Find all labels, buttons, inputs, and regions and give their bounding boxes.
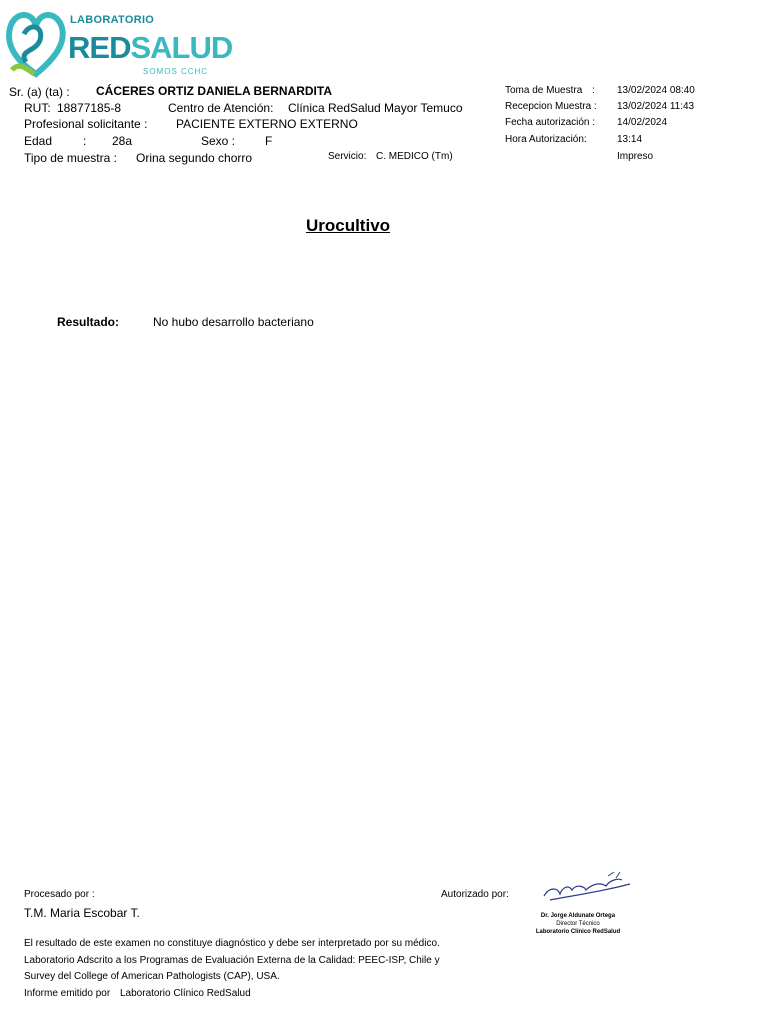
signer-block xyxy=(524,912,632,936)
redsalud-logo xyxy=(4,4,244,82)
logo-top-text: LABORATORIO xyxy=(70,14,155,26)
hora-aut-value: 13:14 xyxy=(617,134,643,145)
patient-name-label: Sr. (a) (ta) : xyxy=(9,85,70,99)
rut-label: RUT: xyxy=(24,101,51,115)
toma-separator: : xyxy=(592,85,595,96)
result-label: Resultado: xyxy=(57,315,120,329)
fecha-aut-value: 14/02/2024 xyxy=(617,117,668,128)
heart-logo-icon xyxy=(4,4,68,80)
patient-name: CÁCERES ORTIZ DANIELA BERNARDITA xyxy=(96,84,332,98)
authorized-label: Autorizado por: xyxy=(441,889,509,900)
service-value: C. MEDICO (Tm) xyxy=(376,151,453,162)
status-text: Impreso xyxy=(617,151,654,162)
logo-tagline: SOMOS CCHC xyxy=(143,67,209,76)
service-label: Servicio: xyxy=(328,151,367,162)
logo-brand: REDSALUD xyxy=(68,30,233,65)
doctor-value: PACIENTE EXTERNO EXTERNO xyxy=(176,117,358,131)
processed-by: T.M. Maria Escobar T. xyxy=(24,906,140,920)
recepcion-value: 13/02/2024 11:43 xyxy=(617,101,695,112)
sex-value: F xyxy=(265,134,273,148)
signature-icon xyxy=(540,866,636,910)
toma-value: 13/02/2024 08:40 xyxy=(617,85,695,96)
toma-label: Toma de Muestra xyxy=(505,85,583,96)
signer-title: Director Técnico xyxy=(556,921,600,927)
recepcion-label: Recepcion Muestra : xyxy=(505,101,597,112)
accreditation-line-2: Survey del College of American Pathologists (CAP), USA. xyxy=(24,971,280,982)
accreditation-line-1: Laboratorio Adscrito a los Programas de Evaluación Externa de la Calidad: PEEC-ISP, Chile y xyxy=(24,955,440,966)
rut-value: 18877185-8 xyxy=(57,101,122,115)
signer-name: Dr. Jorge Aldunate Ortega xyxy=(540,913,616,919)
fecha-aut-label: Fecha autorización : xyxy=(505,117,596,128)
sex-label: Sexo : xyxy=(201,134,236,148)
doctor-label: Profesional solicitante : xyxy=(24,117,148,131)
result-value: No hubo desarrollo bacteriano xyxy=(153,315,314,329)
age-separator: : xyxy=(83,134,87,148)
center-value: Clínica RedSalud Mayor Temuco xyxy=(288,101,463,115)
issued-label: Informe emitido por xyxy=(24,988,111,999)
age-value: 28a xyxy=(112,134,133,148)
center-label: Centro de Atención: xyxy=(168,101,274,115)
hora-aut-label: Hora Autorización: xyxy=(505,134,587,145)
signer-org: Laboratorio Clínico RedSalud xyxy=(535,929,621,935)
exam-title: Urocultivo xyxy=(305,216,391,235)
processed-label: Procesado por : xyxy=(24,889,95,900)
age-label: Edad xyxy=(24,134,53,148)
sample-value: Orina segundo chorro xyxy=(136,151,253,165)
sample-label: Tipo de muestra : xyxy=(24,151,117,165)
issued-by: Laboratorio Clínico RedSalud xyxy=(120,988,251,999)
disclaimer-text: El resultado de este examen no constituye diagnóstico y debe ser interpretado por su médico. xyxy=(24,938,440,949)
